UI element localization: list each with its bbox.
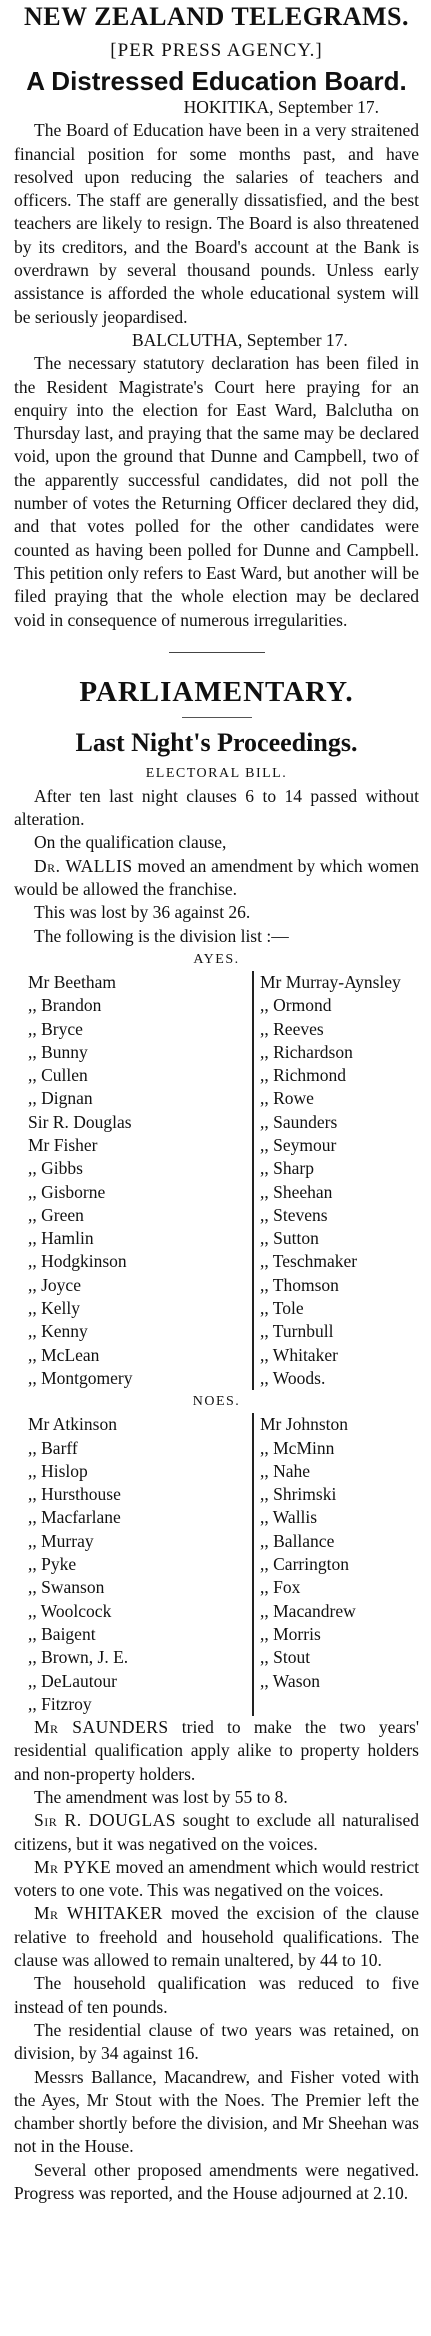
member-name: ,, Kenny: [28, 1321, 88, 1342]
member-name: ,, Macfarlane: [28, 1507, 121, 1528]
section-heading-telegrams: NEW ZEALAND TELEGRAMS.: [24, 2, 409, 31]
paragraph-clauses-passed: After ten last night clauses 6 to 14 passed without alteration.: [14, 785, 419, 830]
paragraph-text: moved the excision of the clause relative to freehold and household qualifications. The clause was allowed to remain unaltered, by 44 to 10.: [14, 1903, 419, 1971]
paragraph-residential: The residential clause of two years was retained, on division, by 34 against 16.: [14, 2019, 419, 2064]
member-name: ,, Gisborne: [28, 1181, 106, 1202]
paragraph-whitaker: [14, 1902, 419, 1972]
member-name: ,, Rowe: [260, 1088, 314, 1109]
member-name: ,, DeLautour: [28, 1670, 117, 1691]
paragraph-wallis-amendment: [14, 855, 419, 902]
dateline-balclutha: BALCLUTHA, September 17.: [132, 329, 348, 350]
member-name: ,, Wason: [260, 1670, 321, 1691]
member-name: ,, Kelly: [28, 1298, 81, 1319]
story-balclutha-body: The necessary statutory declaration has been filed in the Resident Magistrate's Court here praying for an enquiry into the election for East Ward, Balclutha on Thursday last, and praying that the same may be declared void, upon the ground that Dunne and Campbell, two of the apparently successful candidates, did not poll the number of votes the Returning Officer declared they did, and that votes polled for the other candidates were counted as having been polled for Dunne and Campbell. This petition only refers to East Ward, but another will be filed praying that the whole election may be declared void in consequence of numerous irregularities.: [14, 353, 419, 630]
paragraph-adjourned: Several other proposed amendments were negatived. Progress was reported, and the House adjourned at 2.10.: [14, 2159, 419, 2204]
member-name: ,, Turnbull: [260, 1321, 334, 1342]
paragraph-lost-55-8: The amendment was lost by 55 to 8.: [34, 1787, 288, 1807]
member-name: ,, Wallis: [260, 1507, 318, 1528]
bill-label: ELECTORAL BILL.: [145, 765, 288, 781]
member-name: ,, Baigent: [28, 1623, 96, 1644]
paragraph-lost-36-26: This was lost by 36 against 26.: [34, 902, 251, 923]
speaker-name: Mr WHITAKER: [34, 1903, 163, 1924]
member-name: ,, Hursthouse: [28, 1484, 121, 1505]
paragraph-messrs: Messrs Ballance, Macandrew, and Fisher voted with the Ayes, Mr Stout with the Noes. The Premier left the chamber shortly before the division, and Mr Sheehan was not in the House.: [14, 2066, 419, 2157]
ayes-list: [28, 971, 419, 1390]
member-name: ,, Sheehan: [260, 1181, 333, 1202]
paragraph-household: The household qualification was reduced to five instead of ten pounds.: [14, 1973, 419, 2017]
paragraph-text: sought to exclude all naturalised citizens, but it was negatived on the voices.: [14, 1810, 419, 1854]
member-name: ,, Tole: [260, 1298, 304, 1319]
paragraph-text: moved an amendment by which women would be allowed the franchise.: [14, 855, 419, 900]
member-name: ,, Whitaker: [260, 1344, 338, 1365]
member-name: ,, Brandon: [28, 995, 102, 1016]
speaker-name: Mr SAUNDERS: [34, 1717, 169, 1738]
paragraph-pyke: [14, 1856, 419, 1903]
speaker-name: Dr. WALLIS: [34, 855, 133, 876]
member-name: ,, McMinn: [260, 1437, 335, 1458]
member-name: Mr Murray-Aynsley: [260, 971, 401, 992]
paragraph-douglas: [14, 1809, 419, 1856]
ayes-label: AYES.: [193, 951, 240, 967]
member-name: ,, Sutton: [260, 1228, 319, 1249]
noes-right-column: [252, 1413, 419, 1716]
member-name: ,, Fox: [260, 1577, 301, 1598]
member-name: ,, Nahe: [260, 1460, 311, 1481]
noes-list: [28, 1413, 419, 1716]
speaker-name: Sir R. DOUGLAS: [34, 1810, 176, 1831]
member-name: Mr Fisher: [28, 1134, 98, 1155]
member-name: ,, Joyce: [28, 1274, 81, 1295]
member-name: ,, Dignan: [28, 1088, 93, 1109]
member-name: ,, Woods.: [260, 1367, 326, 1388]
member-name: ,, Richardson: [260, 1041, 353, 1062]
member-name: ,, Macandrew: [260, 1600, 356, 1621]
member-name: ,, Fitzroy: [28, 1693, 92, 1714]
ayes-right-column: [252, 971, 419, 1390]
member-name: ,, Bryce: [28, 1018, 83, 1039]
member-name: ,, Reeves: [260, 1018, 324, 1039]
member-name: ,, Thomson: [260, 1274, 339, 1295]
member-name: ,, Saunders: [260, 1111, 338, 1132]
member-name: ,, Brown, J. E.: [28, 1647, 129, 1668]
story-education-board-body: The Board of Education have been in a very straitened financial position for some months past, and have resolved upon reducing the salaries of teachers and officers. The staff are generally dissatisfied, and the best teachers are likely to resign. The Board is also threatened by its creditors, and the Board's account at the Bank is overdrawn by several thousand pounds. Unless early assistance is afforded the whole educational system will be seriously jeopardised.: [14, 120, 419, 327]
member-name: ,, Cullen: [28, 1065, 88, 1086]
member-name: ,, Carrington: [260, 1554, 349, 1575]
member-name: ,, Hamlin: [28, 1228, 94, 1249]
member-name: ,, Shrimski: [260, 1484, 337, 1505]
noes-label: NOES.: [192, 1394, 241, 1410]
member-name: ,, Woolcock: [28, 1600, 112, 1621]
heading-underline: [182, 717, 252, 718]
section-heading-parliamentary: PARLIAMENTARY.: [79, 675, 354, 708]
member-name: ,, Montgomery: [28, 1367, 133, 1388]
member-name: ,, McLean: [28, 1344, 100, 1365]
member-name: ,, Gibbs: [28, 1158, 83, 1179]
member-name: ,, Barff: [28, 1437, 78, 1458]
member-name: Sir R. Douglas: [28, 1111, 132, 1132]
ayes-left-column: [28, 971, 252, 1390]
dateline-hokitika: HOKITIKA, September 17.: [183, 97, 379, 117]
member-name: ,, Bunny: [28, 1041, 88, 1062]
member-name: ,, Hodgkinson: [28, 1251, 127, 1272]
agency-line: [PER PRESS AGENCY.]: [110, 40, 323, 61]
member-name: ,, Murray: [28, 1530, 94, 1551]
member-name: ,, Swanson: [28, 1577, 105, 1598]
paragraph-text: moved an amendment which would restrict voters to one vote. This was negatived on the voices.: [14, 1856, 420, 1901]
member-name: ,, Stevens: [260, 1204, 328, 1225]
member-name: Mr Beetham: [28, 971, 116, 992]
member-name: ,, Hislop: [28, 1460, 88, 1481]
member-name: ,, Sharp: [260, 1158, 314, 1179]
noes-left-column: [28, 1413, 252, 1716]
paragraph-saunders: [14, 1716, 419, 1786]
paragraph-qualification-clause: On the qualification clause,: [34, 832, 227, 853]
paragraph-division-list-intro: The following is the division list :—: [34, 925, 289, 946]
paragraph-text: tried to make the two years' residential qualification apply alike to property holders and non-property holders.: [14, 1717, 419, 1784]
subheading-proceedings: Last Night's Proceedings.: [75, 727, 358, 757]
member-name: ,, Seymour: [260, 1134, 337, 1155]
member-name: ,, Teschmaker: [260, 1251, 358, 1272]
speaker-name: Mr PYKE: [34, 1856, 112, 1877]
member-name: ,, Pyke: [28, 1554, 77, 1575]
member-name: ,, Green: [28, 1204, 84, 1225]
member-name: Mr Johnston: [260, 1414, 348, 1435]
headline-education-board: A Distressed Education Board.: [26, 66, 407, 96]
member-name: ,, Richmond: [260, 1065, 347, 1086]
member-name: ,, Stout: [260, 1647, 311, 1668]
member-name: ,, Morris: [260, 1623, 321, 1644]
member-name: ,, Ormond: [260, 995, 332, 1016]
section-divider: [169, 652, 265, 653]
member-name: Mr Atkinson: [28, 1414, 117, 1435]
member-name: ,, Ballance: [260, 1530, 335, 1551]
